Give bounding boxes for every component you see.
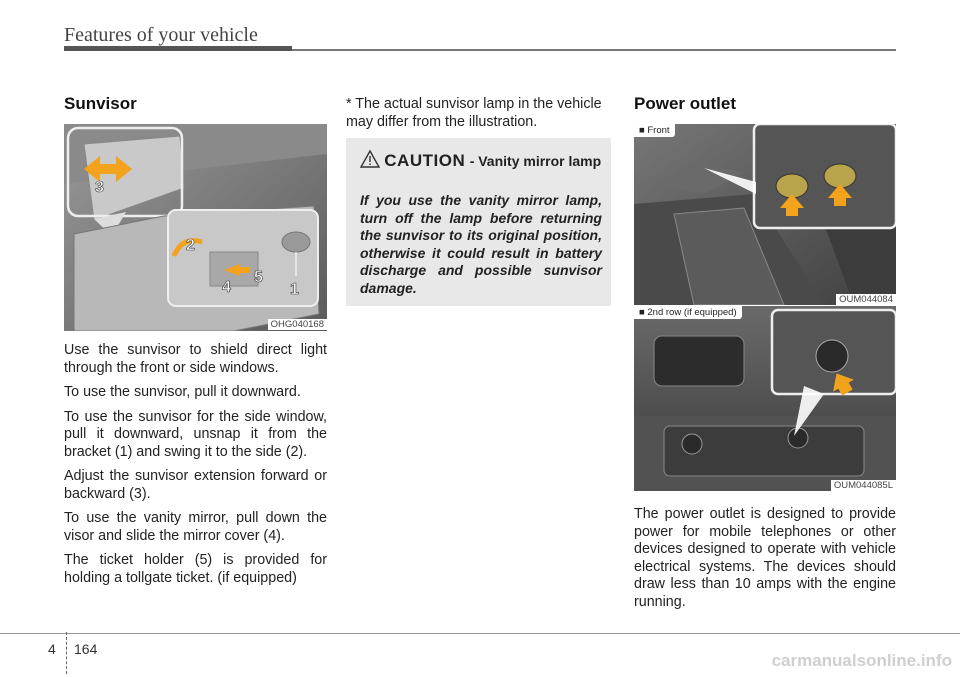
lamp-note (346, 96, 611, 138)
figure-code: OHG040168 (268, 319, 327, 330)
header-rule-thin (292, 49, 896, 51)
running-header: Features of your vehicle (64, 24, 258, 46)
sunvisor-paragraph: To use the vanity mirror, pull down the visor and slide the mirror cover (4). (64, 510, 327, 544)
caution-subtitle: - Vanity mirror lamp (469, 153, 602, 169)
sunvisor-title: Sunvisor (64, 94, 137, 113)
power-outlet-paragraph: The power outlet is designed to provide power for mobile telephones or other devices designed to operate with vehicle electrical systems. The devices should draw less than 10 amps with the engine running. (634, 506, 896, 610)
power-outlet-title: Power outlet (634, 94, 737, 113)
callout-4: 4 (222, 279, 231, 296)
sunvisor-illustration (64, 124, 327, 331)
rear-caption: ■ 2nd row (if equipped) (634, 306, 742, 319)
callout-1: 1 (290, 281, 299, 298)
footer-separator (66, 632, 67, 674)
caution-word: CAUTION (384, 151, 466, 170)
watermark: carmanualsonline.info (771, 651, 952, 670)
caution-heading (358, 150, 603, 171)
chapter-number: 4 (48, 641, 56, 657)
sunvisor-paragraph: Use the sunvisor to shield direct light through the front or side windows. (64, 342, 327, 376)
rear-outlet-figure (634, 306, 896, 491)
lamp-note-text: * The actual sunvisor lamp in the vehicle may differ from the illustration. (346, 96, 602, 130)
footer-rule (0, 633, 960, 634)
front-outlet-illustration (634, 124, 896, 305)
page-number: 164 (74, 641, 98, 657)
front-caption: ■ Front (634, 124, 675, 137)
power-outlet-text (634, 506, 896, 618)
callout-5: 5 (254, 269, 263, 286)
callout-2: 2 (186, 237, 195, 254)
sunvisor-text (64, 342, 327, 594)
figure-code: OUM044085L (831, 480, 896, 491)
sunvisor-paragraph: Adjust the sunvisor extension forward or backward (3). (64, 468, 327, 502)
header-rule-thick (64, 46, 292, 51)
sunvisor-paragraph: The ticket holder (5) is provided for holding a tollgate ticket. (if equipped) (64, 552, 327, 586)
warning-triangle-icon (360, 150, 380, 168)
caution-box (346, 138, 611, 306)
callout-3: 3 (95, 179, 104, 196)
sunvisor-paragraph: To use the sunvisor, pull it downward. (64, 384, 301, 400)
caution-body: If you use the vanity mirror lamp, turn off the lamp before returning the sunvisor to its original position, otherwise it could result in battery discharge and possible sunvisor damage. (360, 192, 602, 296)
sunvisor-paragraph: To use the sunvisor for the side window, pull it downward, unsnap it from the bracket (1) and swing it to the side (2). (64, 408, 327, 460)
figure-code: OUM044084 (836, 294, 896, 305)
rear-outlet-illustration (634, 306, 896, 491)
sunvisor-figure (64, 124, 327, 331)
front-outlet-figure (634, 124, 896, 305)
